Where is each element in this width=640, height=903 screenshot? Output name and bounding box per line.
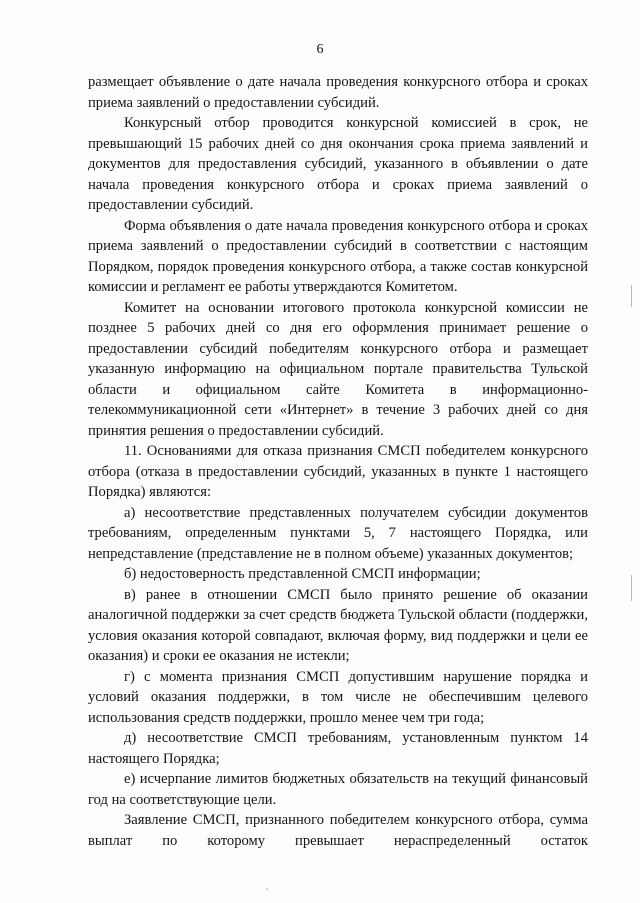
paragraph-application-amount: Заявление СМСП, признанного победителем конкурсного отбора, сумма выплат по которому превышает нераспределенный остаток xyxy=(88,812,588,849)
paragraph-continuation: размещает объявление о дате начала проведения конкурсного отбора и сроках приема заявлений о предоставлении субсидий. xyxy=(88,74,588,111)
paragraph-item-d: д) несоответствие СМСП требованиям, установленным пунктом 14 настоящего Порядка; xyxy=(88,730,588,767)
document-body xyxy=(88,72,588,851)
paragraph-item-b: б) недостоверность представленной СМСП информации; xyxy=(124,566,481,582)
paragraph-competition-term: Конкурсный отбор проводится конкурсной комиссией в срок, не превышающий 15 рабочих дней со дня окончания срока приема заявлений и документов для предоставления субсидий, указанного в объявлении о дате начала проведения конкурсного отбора и сроках приема заявлений о предоставлении субсидий. xyxy=(88,115,588,213)
paragraph-announcement-form: Форма объявления о дате начала проведения конкурсного отбора и сроках приема заявлений о предоставлении субсидий в соответствии с настоящим Порядком, порядок проведения конкурсного отбора, а также состав конкурсной комиссии и регламент ее работы утверждаются Комитетом. xyxy=(88,217,588,295)
scan-edge-mark xyxy=(631,575,632,601)
page-number: 6 xyxy=(316,42,324,57)
paragraph-item-v: в) ранее в отношении СМСП было принято решение об оказании аналогичной поддержки за счет средств бюджета Тульской области (поддержки, условия оказания которой совпадают, включая форму, вид поддержки и цели ее оказания) и сроки ее оказания не истекли; xyxy=(88,586,588,664)
scan-speck xyxy=(266,888,268,890)
paragraph-committee-decision: Комитет на основании итогового протокола конкурсной комиссии не позднее 5 рабочих дней со дня его оформления принимает решение о предоставлении субсидий победителям конкурсного отбора и размещает указанную информацию на официальном портале правительства Тульской области и официальном сайте Комитета в информационно-телекоммуникационной сети «Интернет» в течение 3 рабочих дней со дня принятия решения о предоставлении субсидий. xyxy=(88,299,588,439)
paragraph-item-a: а) несоответствие представленных получателем субсидии документов требованиям, определенным пунктами 5, 7 настоящего Порядка, или непредставление (представление не в полном объеме) указанных документов; xyxy=(88,504,588,562)
paragraph-item-e: е) исчерпание лимитов бюджетных обязательств на текущий финансовый год на соответствующие цели. xyxy=(88,771,588,808)
paragraph-item-g: г) с момента признания СМСП допустившим нарушение порядка и условий оказания поддержки, в том числе не обеспечившим целевого использования средств поддержки, прошло менее чем три года; xyxy=(88,668,588,726)
scan-edge-mark xyxy=(631,285,632,307)
paragraph-item-11: 11. Основаниями для отказа признания СМСП победителем конкурсного отбора (отказа в предоставлении субсидий, указанных в пункте 1 настоящего Порядка) являются: xyxy=(88,443,588,500)
